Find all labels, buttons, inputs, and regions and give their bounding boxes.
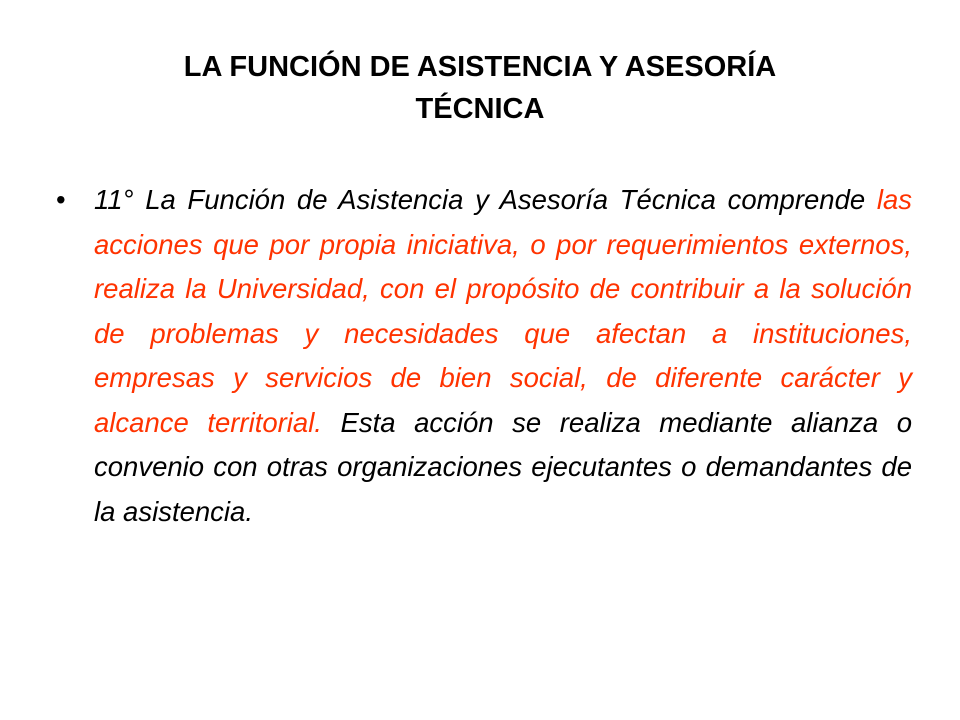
bullet-icon: • [56,184,66,215]
slide-title-line-1: LA FUNCIÓN DE ASISTENCIA Y ASESORÍA [183,51,777,83]
bullet-item [56,178,912,534]
bullet-highlight-text: las acciones que por propia iniciativa, o por requerimientos externos, realiza la Universidad, con el propósito de contribuir a la solución de problemas y necesidades que afectan a instituciones, empresas y servicios de bien social, de diferente carácter y alcance territorial. [94,184,912,438]
bullet-lead-text: 11° La Función de Asistencia y Asesoría Técnica comprende [94,184,877,215]
bullet-list [56,178,912,534]
bullet-trailing-text: Esta acción se realiza mediante alianza o convenio con otras organizaciones ejecutantes o demandantes de la asistencia. [94,406,912,527]
slide-title [80,46,880,130]
slide-title-line-2: TÉCNICA [415,93,545,125]
